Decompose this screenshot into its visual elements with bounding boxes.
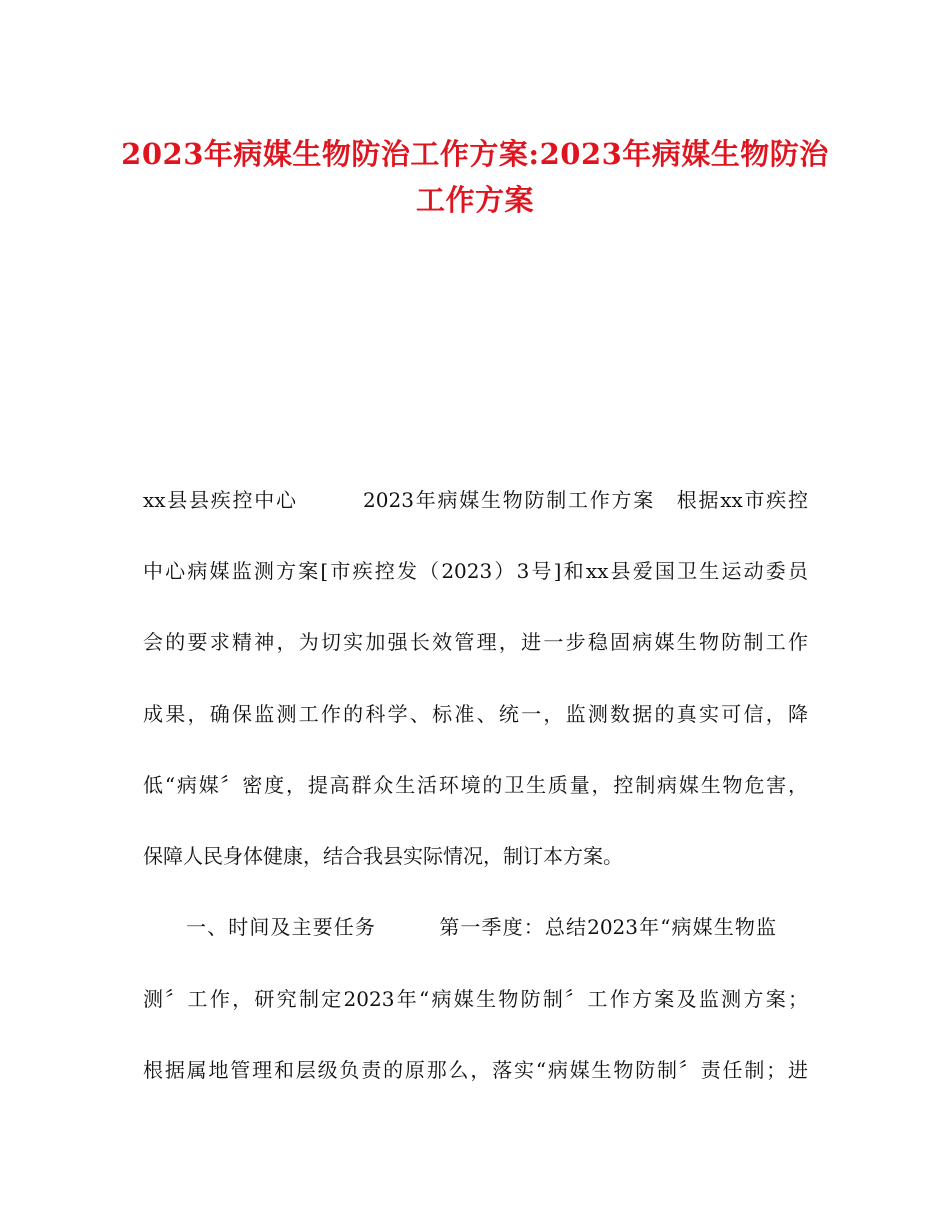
body-line-5: 低“病媒〞密度，提高群众生活环境的卫生质量，控制病媒生物危害， [143, 773, 808, 797]
document-title-line-1: 2023年病媒生物防治工作方案:2023年病媒生物防治 [121, 137, 829, 171]
body-line-4: 成果，确保监测工作的科学、标准、统一，监测数据的真实可信，降 [143, 702, 808, 726]
body-line-6: 保障人民身体健康，结合我县实际情况，制订本方案。 [143, 844, 623, 868]
body-line-1: xx县县疾控中心 2023年病媒生物防制工作方案 根据xx市疾控 [143, 488, 808, 512]
body-line-2: 中心病媒监测方案[市疾控发（2023）3号]和xx县爱国卫生运动委员 [143, 559, 808, 583]
body-line-9: 根据属地管理和层级负责的原那么，落实“病媒生物防制〞责任制；进 [143, 1058, 808, 1082]
body-line-7: 一、时间及主要任务 第一季度：总结2023年“病媒生物监 [186, 915, 776, 939]
body-line-8: 测〞工作，研究制定2023年“病媒生物防制〞工作方案及监测方案； [143, 987, 808, 1011]
body-line-3: 会的要求精神，为切实加强长效管理，进一步稳固病媒生物防制工作 [143, 630, 808, 654]
document-title-line-2: 工作方案 [415, 183, 534, 217]
